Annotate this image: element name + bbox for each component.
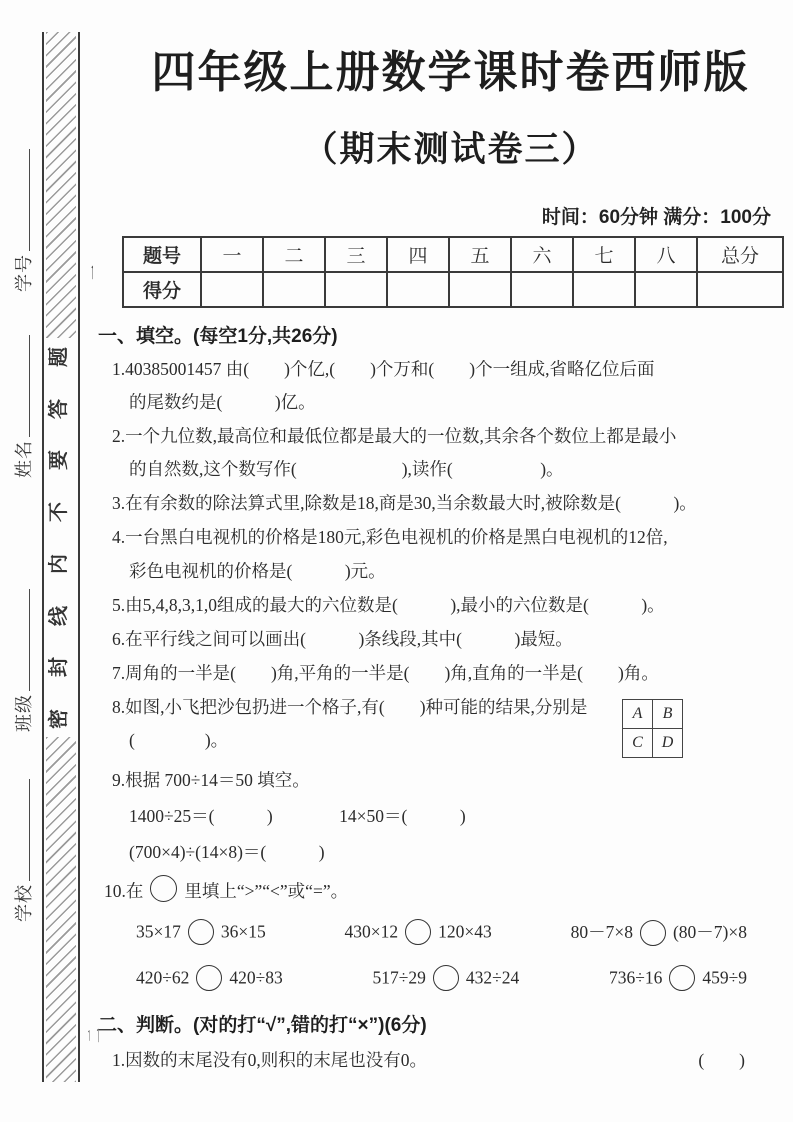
seal-hatch-top [46,32,76,338]
question-10-pre: 10.在 [104,880,144,901]
comparison-circle [405,919,431,945]
seal-char: 不 [48,502,70,523]
comparison-right: 420÷83 [229,967,283,988]
comparison-circle [669,965,695,991]
student-id-label: 学号 [14,254,34,292]
student-id-field [10,149,36,292]
comparison-circle [196,965,222,991]
score-cell [449,272,511,307]
seal-char: 密 [48,708,70,729]
comparison-right: 120×43 [438,921,492,942]
comparison-item [571,919,747,948]
comparison-item [136,965,283,994]
fold-mark-two: 二 [87,1027,104,1044]
seal-warning-text [44,347,74,729]
judge-question-1-text: 1.因数的末尾没有0,则积的末尾也没有0。 [112,1049,427,1070]
score-row-label: 得分 [123,272,201,307]
grid-cell-d: D [653,728,683,757]
comparison-right: 432÷24 [465,967,520,988]
question-7-line-1: 7.周角的一半是( )角,平角的一半是( )角,直角的一半是( )角。 [112,662,659,683]
question-2 [112,425,775,481]
grid-cell-a: A [623,699,653,728]
class-line [25,589,30,691]
page-title: 四年级上册数学课时卷西师版 [151,48,750,97]
question-1-line-1: 1.40385001457 由( )个亿,( )个万和( )个一组成,省略亿位后面 [112,359,655,379]
question-4-line-1: 4.一台黑白电视机的价格是180元,彩色电视机的价格是黑白电视机的12倍, [112,527,668,548]
comparison-left: 430×12 [344,921,399,942]
school-field [10,779,36,922]
student-name-line [25,335,30,437]
comparison-left: 420÷62 [136,967,190,988]
time-score-info: 时间：60分钟 满分：100分 [541,207,771,228]
grid-cell-c: C [623,728,653,757]
question-1-line-2: 的尾数约是( )亿。 [129,392,316,413]
score-header-cell: 五 [449,237,511,272]
student-name-field [10,335,36,478]
score-header-cell: 一 [201,237,263,272]
comparison-right: 36×15 [220,921,266,942]
comparison-circle [640,920,666,946]
school-label: 学校 [14,884,34,922]
question-4-line-2: 彩色电视机的价格是( )元。 [129,560,386,581]
question-9-subline-1 [129,803,775,828]
question-2-line-2: 的自然数,这个数写作( ),读作( )。 [129,459,564,480]
comparison-circle [433,965,459,991]
school-line [25,779,30,881]
score-header-cell: 总分 [697,237,783,272]
section-1-heading: 一、填空。(每空1分,共26分) [98,326,338,347]
comparison-row-1 [136,919,747,948]
score-header-cell: 题号 [123,237,201,272]
score-cell [573,272,635,307]
comparison-left: 80－7×8 [570,922,633,943]
question-1 [112,358,775,414]
score-cell [201,272,263,307]
score-table-header-row [123,237,783,272]
question-9-expr-c: (700×4)÷(14×8)＝( ) [129,842,325,863]
question-3-line-1: 3.在有余数的除法算式里,除数是18,商是30,当余数最大时,被除数是( )。 [112,493,697,514]
score-cell [697,272,783,307]
comparison-left: 35×17 [136,921,181,942]
question-7 [112,662,775,685]
question-9-expr-b: 14×50＝( ) [339,806,466,827]
class-field [10,589,36,732]
comparison-left: 517÷29 [372,967,426,988]
student-id-line [25,149,30,251]
comparison-item [609,965,747,994]
comparison-item [373,965,520,994]
comparison-left: 736÷16 [609,967,663,988]
seal-hatch-bottom [46,737,76,1082]
question-3 [112,492,775,515]
question-9-expr-a: 1400÷25＝( ) [129,806,273,827]
score-header-cell: 七 [573,237,635,272]
score-table-score-row [123,272,783,307]
question-6-line-1: 6.在平行线之间可以画出( )条线段,其中( )最短。 [112,628,573,649]
score-cell [325,272,387,307]
comparison-item [345,919,492,948]
seal-char: 内 [48,553,70,574]
seal-char: 线 [48,605,70,626]
comparison-row-2 [136,965,747,994]
judge-question-1 [112,1047,745,1072]
question-2-line-1: 2.一个九位数,最高位和最低位都是最大的一位数,其余各个数位上都是最小 [112,426,677,447]
grid-cell-b: B [653,699,683,728]
score-header-cell: 三 [325,237,387,272]
student-name-label: 姓名 [14,440,34,478]
comparison-item [136,919,266,948]
question-9-line-1: 9.根据 700÷14＝50 填空。 [112,769,310,790]
page-subtitle: （期末测试卷三） [302,130,599,169]
fold-mark-one: 一 [87,264,104,281]
seal-char: 答 [48,398,70,419]
question-4 [112,526,775,582]
score-cell [511,272,573,307]
seal-char: 题 [48,347,70,367]
question-5-line-1: 5.由5,4,8,3,1,0组成的最大的六位数是( ),最小的六位数是( )。 [112,594,665,615]
comparison-right: (80－7)×8 [672,922,747,943]
section-2-heading: 二、判断。(对的打“√”,错的打“×”)(6分) [98,1014,427,1036]
question-8-line-2: ( )。 [129,730,229,751]
score-table [122,236,784,308]
score-cell [387,272,449,307]
seal-char: 要 [48,450,70,471]
question-10 [104,875,775,905]
judge-question-1-blank: ( ) [698,1049,745,1070]
question-10-post: 里填上“>”“<”或“=”。 [184,880,349,901]
question-5 [112,594,775,617]
question-9 [112,769,775,792]
exam-paper [98,28,775,1072]
score-cell [635,272,697,307]
question-8 [112,696,683,758]
score-header-cell: 八 [635,237,697,272]
score-header-cell: 四 [387,237,449,272]
score-header-cell: 六 [511,237,573,272]
class-label: 班级 [14,694,34,732]
comparison-circle [150,875,177,902]
seal-char: 封 [48,657,70,678]
score-header-cell: 二 [263,237,325,272]
question-8-line-1: 8.如图,小飞把沙包扔进一个格子,有( )种可能的结果,分别是 [112,696,588,717]
question-6 [112,628,775,651]
question-9-subline-2 [129,839,775,864]
possibility-grid [622,699,683,758]
comparison-right: 459÷9 [702,967,747,988]
comparison-circle [188,919,214,945]
score-cell [263,272,325,307]
